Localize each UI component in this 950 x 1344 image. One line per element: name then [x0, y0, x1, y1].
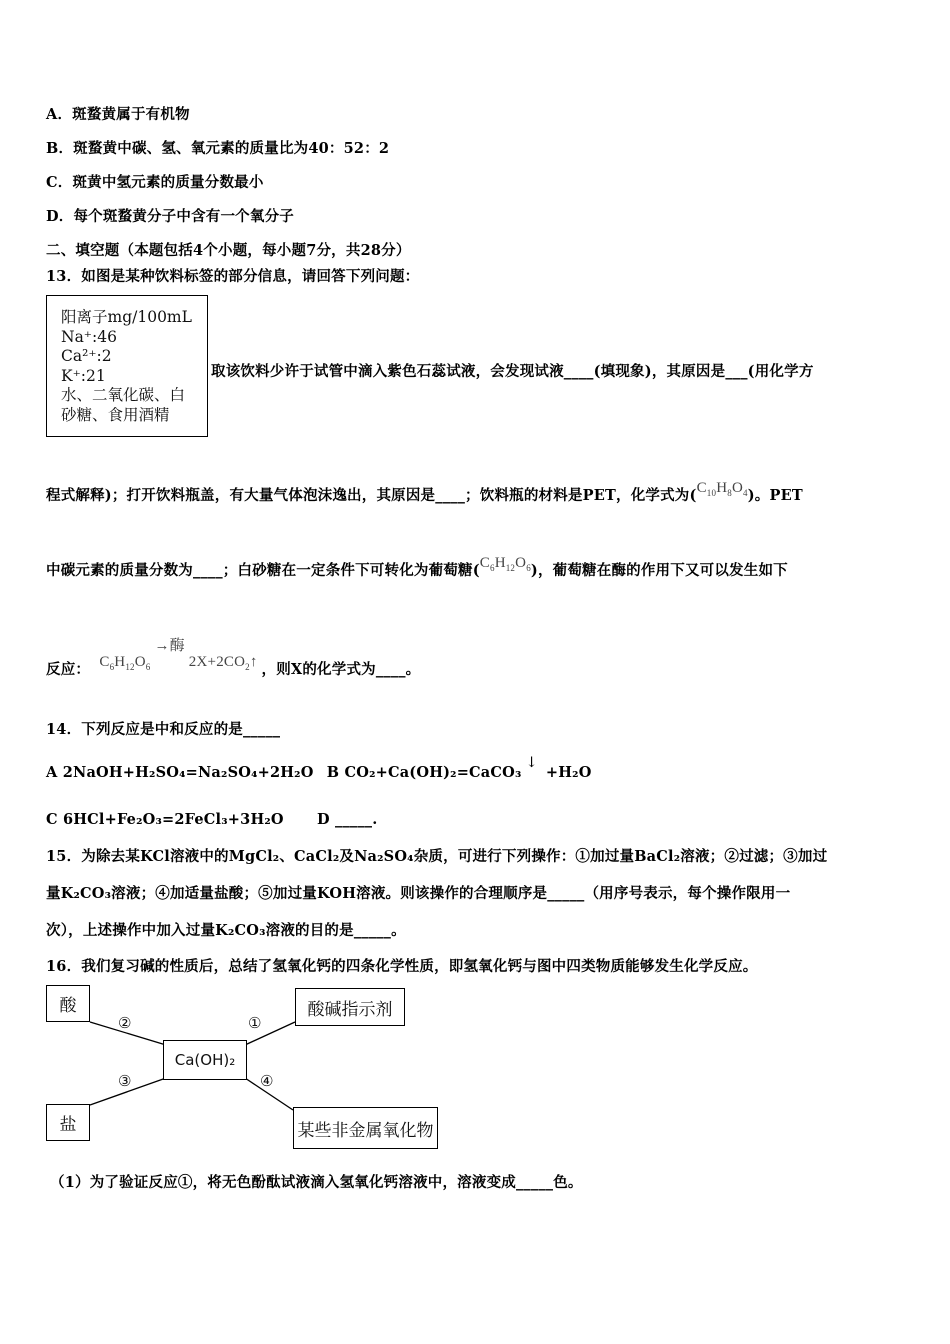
salt-box: 盐 — [46, 1104, 90, 1141]
down-arrow-icon: ↓ — [525, 755, 538, 771]
enzyme-arrow-label: →酶 — [154, 638, 185, 654]
label-line: 砂糖、食用酒精 — [61, 405, 170, 424]
q14-option-d: D _____. — [316, 811, 378, 828]
reaction-number-2: ② — [118, 1014, 132, 1032]
option-b: B．斑蝥黄中碳、氢、氧元素的质量比为40：52：2 — [46, 140, 390, 157]
glucose-formula: $C_6H_{12}O_6$ — [479, 555, 531, 573]
reaction-number-1: ① — [248, 1014, 262, 1032]
q13-text3b: )，葡萄糖在酶的作用下又可以发生如下 — [530, 562, 788, 579]
q14-option-a: A 2NaOH+H₂SO₄=Na₂SO₄+2H₂O — [46, 764, 314, 781]
q15-line1: 15．为除去某KCl溶液中的MgCl₂、CaCl₂及Na₂SO₄杂质，可进行下列操作：①加过量BaCl₂溶液；②过滤；③加过 — [46, 848, 828, 865]
reaction-number-3: ③ — [118, 1072, 132, 1090]
center-box: Ca(OH)₂ — [163, 1040, 247, 1080]
q15-line3: 次），上述操作中加入过量K₂CO₃溶液的目的是_____。 — [46, 922, 406, 939]
label-line: K⁺:21 — [61, 366, 106, 385]
acid-box: 酸 — [46, 985, 90, 1022]
q14-option-c: C 6HCl+Fe₂O₃=2FeCl₃+3H₂O — [46, 811, 284, 828]
q13-text3a: 中碳元素的质量分数为____；白砂糖在一定条件下可转化为葡萄糖( — [46, 562, 480, 579]
label-line: Ca²⁺:2 — [61, 347, 112, 365]
q13-text4a: 反应： — [46, 661, 91, 678]
reaction-number-4: ④ — [260, 1072, 274, 1090]
q14-option-b: B CO₂+Ca(OH)₂=CaCO₃ — [326, 764, 522, 781]
q13-text2b: )。PET — [747, 487, 803, 504]
option-a: A．斑蝥黄属于有机物 — [46, 106, 190, 123]
q15-line2: 量K₂CO₃溶液；④加适量盐酸；⑤加过量KOH溶液。则该操作的合理顺序是_____（用序号表示，每个操作限用一 — [46, 885, 791, 902]
up-arrow-icon: ↑ — [249, 654, 258, 670]
label-line: 水、二氧化碳、白 — [61, 386, 186, 404]
reaction-equation: $C_6H_{12}O_6$ →酶 $2X+2CO_2↑$ — [99, 638, 258, 672]
q13-text2a: 程式解释)；打开饮料瓶盖，有大量气体泡沫逸出，其原因是____；饮料瓶的材料是PET，化学式为( — [46, 487, 697, 504]
oxide-box: 某些非金属氧化物 — [293, 1107, 438, 1149]
pet-formula: $C_{10}H_8O_4$ — [696, 480, 748, 498]
q16-stem: 16．我们复习碱的性质后，总结了氢氧化钙的四条化学性质，即氢氧化钙与图中四类物质能够发生化学反应。 — [46, 958, 758, 975]
q13-stem: 13．如图是某种饮料标签的部分信息，请回答下列问题： — [46, 268, 420, 285]
q14-option-b-tail: +H₂O — [545, 764, 592, 781]
q13-text4d: ，则X的化学式为____。 — [261, 661, 421, 678]
indicator-box: 酸碱指示剂 — [295, 988, 405, 1026]
q14-stem: 14．下列反应是中和反应的是_____ — [46, 721, 281, 738]
q16-sub1: （1）为了验证反应①，将无色酚酞试液滴入氢氧化钙溶液中，溶液变成_____色。 — [50, 1174, 583, 1191]
option-c: C．斑黄中氢元素的质量分数最小 — [46, 174, 264, 191]
label-line: Na⁺:46 — [61, 327, 117, 346]
q13-text1: 取该饮料少许于试管中滴入紫色石蕊试液，会发现试液____(填现象)，其原因是___(用化学方 — [211, 363, 814, 380]
label-line: 阳离子mg/100mL — [61, 308, 192, 326]
option-d: D．每个斑蝥黄分子中含有一个氧分子 — [46, 208, 294, 225]
section-heading: 二、填空题（本题包括4个小题，每小题7分，共28分） — [46, 242, 411, 259]
